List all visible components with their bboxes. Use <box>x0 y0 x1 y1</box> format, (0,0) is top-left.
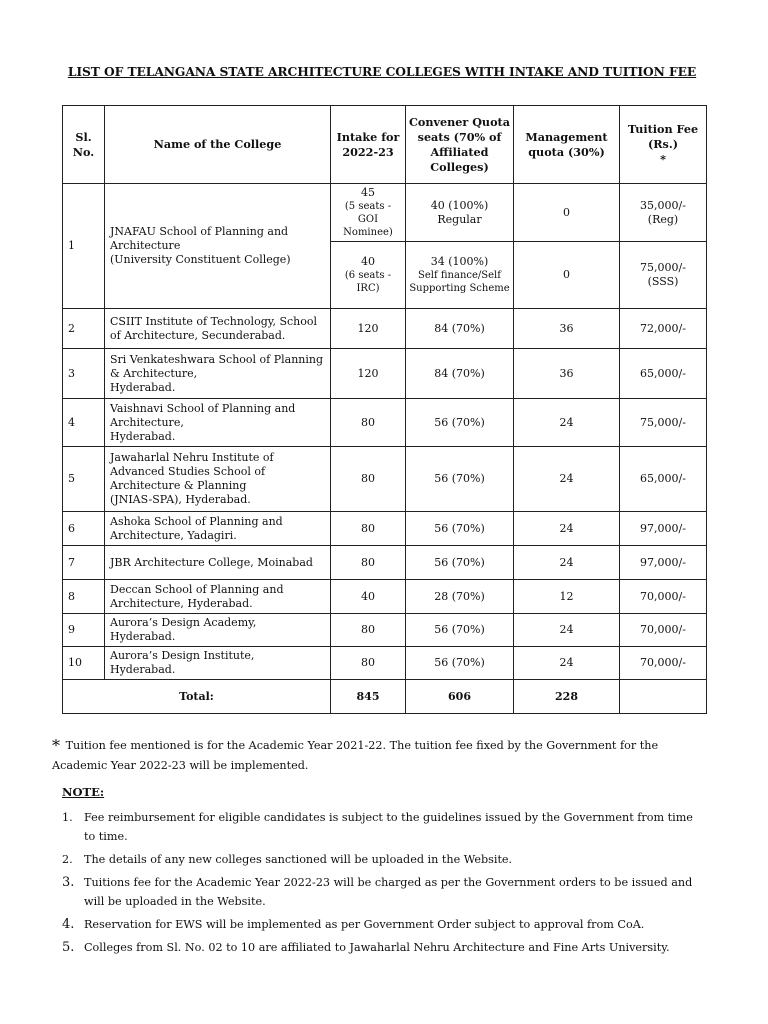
intake-note: (5 seats - GOI Nominee) <box>343 201 393 238</box>
table-header-row <box>63 106 707 184</box>
name-line: Hyderabad. <box>110 380 176 394</box>
row-college-name <box>105 399 331 447</box>
page-title: LIST OF TELANGANA STATE ARCHITECTURE COLLEGES WITH INTAKE AND TUITION FEE <box>67 64 697 79</box>
name-line: Ashoka School of Planning and <box>110 514 283 528</box>
total-fee <box>620 680 707 714</box>
row-intake <box>331 184 406 242</box>
row-college-name <box>105 184 331 309</box>
name-line: Deccan School of Planning and <box>110 582 284 596</box>
table-row <box>63 614 707 647</box>
row-management: 24 <box>514 512 620 546</box>
header-fee <box>620 106 707 184</box>
table-row <box>63 647 707 680</box>
list-item <box>62 808 707 846</box>
row-college-name <box>105 447 331 512</box>
row-fee: 97,000/- <box>620 546 707 580</box>
name-line: Aurora’s Design Academy, <box>110 616 257 629</box>
name-line: Aurora’s Design Institute, <box>110 649 255 662</box>
row-intake: 80 <box>331 614 406 647</box>
note-text: Reservation for EWS will be implemented as per Government Order subject to approval from CoA. <box>84 918 645 931</box>
convener-value: 34 (100%) <box>430 255 489 268</box>
footnote-text: Tuition fee mentioned is for the Academic Year 2021-22. The tuition fee fixed by the Government for the Academic Year 2022-23 will be implemented. <box>52 739 659 772</box>
fee-note: (SSS) <box>647 275 679 288</box>
name-line: & Architecture, <box>110 366 198 380</box>
note-heading: NOTE: <box>62 785 105 799</box>
fee-value: 75,000/- <box>640 261 686 274</box>
list-item <box>62 873 707 911</box>
row-intake: 120 <box>331 309 406 349</box>
row-intake: 80 <box>331 399 406 447</box>
row-management: 0 <box>514 242 620 309</box>
row-convener <box>406 242 514 309</box>
footnote <box>52 736 712 776</box>
colleges-table <box>62 105 707 714</box>
table-row <box>63 546 707 580</box>
note-text: Tuitions fee for the Academic Year 2022-23 will be charged as per the Government orders to be issued and will be uploaded in the Website. <box>84 876 693 908</box>
row-college-name <box>105 647 331 680</box>
row-intake: 80 <box>331 546 406 580</box>
fee-note: (Reg) <box>647 212 679 226</box>
note-number: 3. <box>62 875 75 890</box>
row-sl: 9 <box>63 614 105 647</box>
name-line: JBR Architecture College, Moinabad <box>110 555 313 569</box>
row-sl: 8 <box>63 580 105 614</box>
row-convener: 56 (70%) <box>406 614 514 647</box>
name-line: (University Constituent College) <box>110 253 291 266</box>
name-line: Advanced Studies School of <box>110 465 266 478</box>
total-row <box>63 680 707 714</box>
fee-value: 35,000/- <box>640 198 686 212</box>
row-sl: 5 <box>63 447 105 512</box>
name-line: JNAFAU School of Planning and <box>110 225 289 238</box>
convener-note: Regular <box>437 212 482 226</box>
table-row <box>63 447 707 512</box>
intake-value: 45 <box>361 186 375 199</box>
row-fee: 70,000/- <box>620 614 707 647</box>
table-row <box>63 580 707 614</box>
header-sl: Sl. No. <box>63 106 105 184</box>
row-intake: 40 <box>331 580 406 614</box>
row-fee <box>620 184 707 242</box>
row-fee <box>620 242 707 309</box>
row-fee: 75,000/- <box>620 399 707 447</box>
row-management: 24 <box>514 647 620 680</box>
row-intake: 80 <box>331 447 406 512</box>
row-fee: 70,000/- <box>620 580 707 614</box>
header-name: Name of the College <box>105 106 331 184</box>
table-row <box>63 184 707 242</box>
intake-value: 40 <box>361 255 375 268</box>
notes-list <box>62 808 707 961</box>
name-line: Hyderabad. <box>110 630 176 643</box>
row-convener: 56 (70%) <box>406 647 514 680</box>
row-management: 12 <box>514 580 620 614</box>
note-text: Fee reimbursement for eligible candidates is subject to the guidelines issued by the Government from time to time. <box>84 811 693 843</box>
footnote-star: * <box>52 736 60 755</box>
name-line: of Architecture, Secunderabad. <box>110 328 286 342</box>
name-line: Architecture, Hyderabad. <box>110 596 253 610</box>
name-line: Sri Venkateshwara School of Planning <box>110 352 324 366</box>
row-convener: 56 (70%) <box>406 399 514 447</box>
row-college-name <box>105 546 331 580</box>
header-management: Management quota (30%) <box>514 106 620 184</box>
name-line: Architecture, <box>110 415 184 429</box>
name-line: Architecture & Planning <box>110 479 247 492</box>
note-number: 4. <box>62 917 75 932</box>
row-fee: 70,000/- <box>620 647 707 680</box>
note-text: The details of any new colleges sanctioned will be uploaded in the Website. <box>84 853 513 866</box>
row-management: 36 <box>514 349 620 399</box>
row-sl: 1 <box>63 184 105 309</box>
name-line: Architecture, Yadagiri. <box>110 528 237 542</box>
header-fee-star: * <box>660 152 666 166</box>
row-convener <box>406 184 514 242</box>
row-intake: 120 <box>331 349 406 399</box>
name-line: Jawaharlal Nehru Institute of <box>110 451 274 464</box>
row-college-name <box>105 349 331 399</box>
row-convener: 84 (70%) <box>406 309 514 349</box>
row-sl: 7 <box>63 546 105 580</box>
total-intake: 845 <box>331 680 406 714</box>
row-management: 24 <box>514 399 620 447</box>
row-college-name <box>105 614 331 647</box>
row-convener: 56 (70%) <box>406 546 514 580</box>
note-text: Colleges from Sl. No. 02 to 10 are affiliated to Jawaharlal Nehru Architecture and Fine Arts University. <box>84 941 670 954</box>
row-management: 0 <box>514 184 620 242</box>
row-fee: 97,000/- <box>620 512 707 546</box>
table-row <box>63 399 707 447</box>
table-row <box>63 309 707 349</box>
name-line: Vaishnavi School of Planning and <box>110 401 296 415</box>
row-convener: 28 (70%) <box>406 580 514 614</box>
name-line: Hyderabad. <box>110 663 176 676</box>
note-number: 1. <box>62 811 73 824</box>
table-row <box>63 349 707 399</box>
total-label: Total: <box>63 680 331 714</box>
row-sl: 3 <box>63 349 105 399</box>
row-management: 24 <box>514 546 620 580</box>
row-convener: 56 (70%) <box>406 447 514 512</box>
name-line: CSIIT Institute of Technology, School <box>110 314 318 328</box>
row-college-name <box>105 309 331 349</box>
list-item <box>62 938 707 957</box>
row-intake: 80 <box>331 512 406 546</box>
row-intake <box>331 242 406 309</box>
row-convener: 84 (70%) <box>406 349 514 399</box>
row-management: 24 <box>514 447 620 512</box>
row-management: 36 <box>514 309 620 349</box>
intake-note: (6 seats - IRC) <box>344 270 392 294</box>
row-management: 24 <box>514 614 620 647</box>
convener-note: Self finance/Self Supporting Scheme <box>409 270 510 294</box>
name-line: Architecture <box>110 239 181 252</box>
name-line: Hyderabad. <box>110 429 176 443</box>
row-fee: 72,000/- <box>620 309 707 349</box>
note-number: 2. <box>62 853 73 866</box>
total-management: 228 <box>514 680 620 714</box>
header-intake: Intake for 2022-23 <box>331 106 406 184</box>
row-fee: 65,000/- <box>620 349 707 399</box>
header-convener: Convener Quota seats (70% of Affiliated Colleges) <box>406 106 514 184</box>
header-fee-label: Tuition Fee (Rs.) <box>627 122 699 151</box>
row-college-name <box>105 512 331 546</box>
row-convener: 56 (70%) <box>406 512 514 546</box>
row-fee: 65,000/- <box>620 447 707 512</box>
list-item <box>62 850 707 869</box>
row-sl: 2 <box>63 309 105 349</box>
note-number: 5. <box>62 940 75 955</box>
table-row <box>63 512 707 546</box>
row-sl: 10 <box>63 647 105 680</box>
list-item <box>62 915 707 934</box>
row-college-name <box>105 580 331 614</box>
total-convener: 606 <box>406 680 514 714</box>
name-line: (JNIAS-SPA), Hyderabad. <box>110 493 251 506</box>
row-sl: 6 <box>63 512 105 546</box>
convener-value: 40 (100%) <box>430 198 489 212</box>
row-intake: 80 <box>331 647 406 680</box>
row-sl: 4 <box>63 399 105 447</box>
